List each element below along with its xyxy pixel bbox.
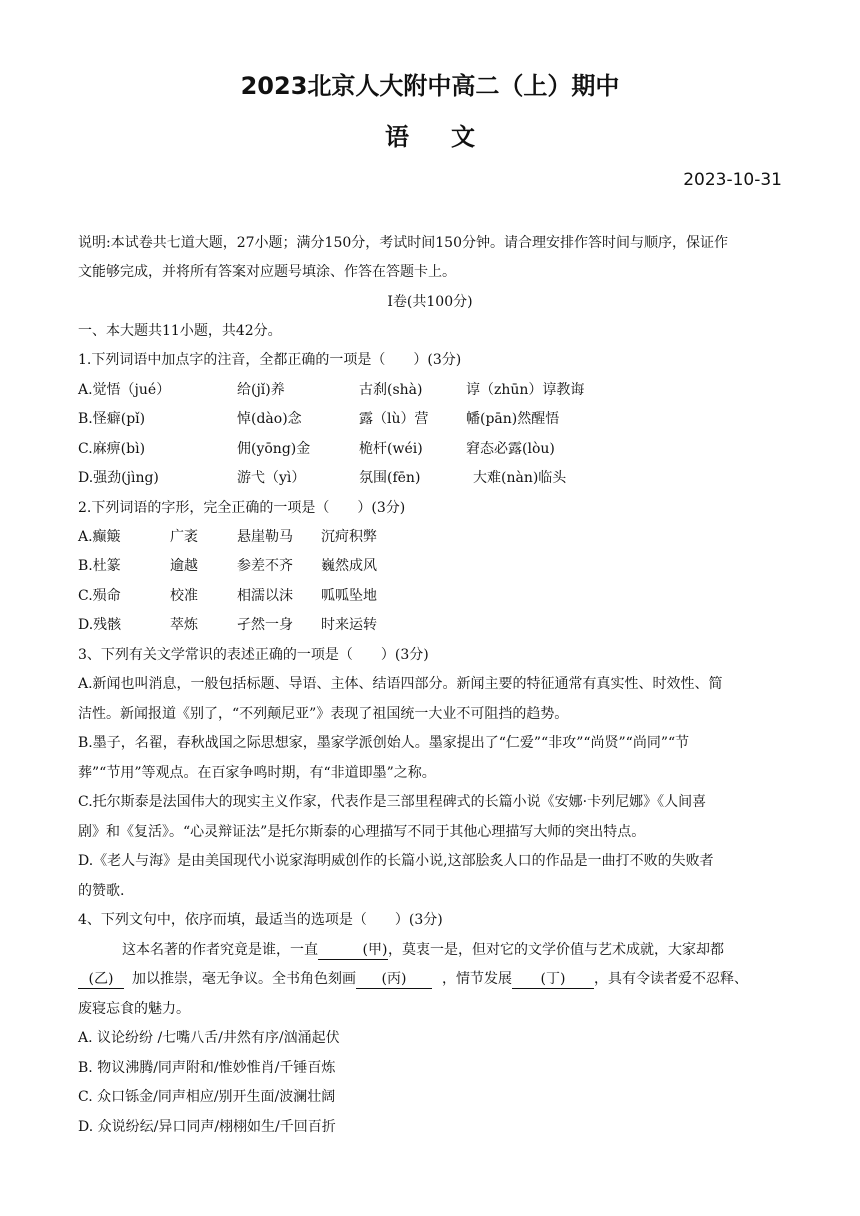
q3-option-c-line-1: C.托尔斯泰是法国伟大的现实主义作家，代表作是三部里程碑式的长篇小说《安娜·卡列尼娜》《人间喜	[78, 794, 707, 810]
blank-yi: (乙)	[78, 970, 124, 989]
q1-option-c-label: C.麻痹(bì)	[78, 441, 146, 457]
q2-option-d-word2: 萃炼	[170, 617, 198, 633]
exam-subject: 语文	[385, 123, 517, 151]
q4-text-segment: 这本名著的作者究竟是谁，一直	[122, 942, 318, 958]
q2-option-a-word1: A.癫簸	[78, 529, 121, 545]
part-heading: 一、本大题共11小题，共42分。	[78, 323, 282, 339]
q4-text-segment: ，情节发展	[442, 971, 512, 987]
q4-text-segment: ，莫衷一是，但对它的文学价值与艺术成就，大家却都	[388, 942, 724, 958]
q4-passage-line-3: 废寝忘食的魅力。	[78, 1001, 190, 1017]
q3-option-b-line-2: 葬”“节用”等观点。在百家争鸣时期，有“非道即墨”之称。	[78, 765, 436, 781]
q2-option-a-word3: 悬崖勒马	[237, 529, 293, 545]
q1-option-a-word3: 古刹(shà)	[359, 382, 423, 398]
q4-option-c: C. 众口铄金/同声相应/别开生面/波澜壮阔	[78, 1089, 336, 1105]
q4-text-segment: ，具有令读者爱不忍释、	[594, 971, 748, 987]
q2-option-d-word3: 孑然一身	[237, 617, 293, 633]
exam-title: 2023北京人大附中高二（上）期中	[240, 72, 620, 100]
q1-option-c-word2: 佣(yōng)金	[237, 441, 311, 457]
q2-option-b-word2: 逾越	[170, 558, 198, 574]
blank-ding: (丁)	[512, 970, 594, 989]
q4-passage-line-1	[78, 940, 783, 960]
q2-option-d-word4: 时来运转	[321, 617, 377, 633]
q3-option-c-line-2: 剧》和《复活》。“心灵辩证法”是托尔斯泰的心理描写不同于其他心理描写大师的突出特点。	[78, 824, 646, 840]
q2-option-b-word4: 巍然成风	[321, 558, 377, 574]
q1-option-b-word4: 幡(pān)然醒悟	[466, 411, 560, 427]
q3-stem: 3、下列有关文学常识的表述正确的一项是（ ）(3分)	[78, 647, 429, 663]
q2-option-a-word2: 广袤	[170, 529, 198, 545]
instructions-line-1: 说明:本试卷共七道大题，27小题；满分150分，考试时间150分钟。请合理安排作答时间与顺序，保证作	[78, 235, 728, 251]
q1-option-d-word3: 氛围(fēn)	[359, 470, 421, 486]
q4-stem: 4、下列文句中，依序而填，最适当的选项是（ ）(3分)	[78, 912, 443, 928]
q4-passage-line-2	[78, 969, 783, 989]
blank-bing: (丙)	[356, 970, 432, 989]
q4-option-a: A. 议论纷纷 /七嘴八舌/井然有序/汹涌起伏	[78, 1030, 340, 1046]
q3-option-d-line-2: 的赞歌.	[78, 883, 125, 899]
q4-text-segment: 加以推崇，毫无争议。全书角色刻画	[132, 971, 356, 987]
q2-option-c-word1: C.殒命	[78, 588, 121, 604]
q2-option-a-word4: 沉疴积弊	[321, 529, 377, 545]
q2-option-c-word3: 相濡以沫	[237, 588, 293, 604]
q1-stem: 1.下列词语中加点字的注音，全都正确的一项是（ ）(3分)	[78, 352, 462, 368]
q3-option-a-line-2: 洁性。新闻报道《别了，“不列颠尼亚”》表现了祖国统一大业不可阻挡的趋势。	[78, 706, 569, 722]
q2-option-b-word3: 参差不齐	[237, 558, 293, 574]
q1-option-b-word2: 悼(dào)念	[237, 411, 302, 427]
q1-option-c-word4: 窘态必露(lòu)	[466, 441, 555, 457]
q1-option-d-label: D.强劲(jìng)	[78, 470, 159, 486]
q2-option-c-word2: 校准	[170, 588, 198, 604]
instructions-line-2: 文能够完成，并将所有答案对应题号填涂、作答在答题卡上。	[78, 264, 456, 280]
q1-option-b-word3: 露（lù）营	[359, 411, 429, 427]
volume-heading: Ⅰ卷(共100分)	[387, 294, 473, 310]
q1-option-a-word2: 给(jǐ)养	[237, 382, 285, 398]
q1-option-d-word2: 游弋（yì）	[237, 470, 306, 486]
q3-option-b-line-1: B.墨子，名翟，春秋战国之际思想家，墨家学派创始人。墨家提出了“仁爱”“非攻”“尚贤”“尚同”“节	[78, 735, 690, 751]
q1-option-b-label: B.怪癖(pǐ)	[78, 411, 146, 427]
q3-option-a-line-1: A.新闻也叫消息，一般包括标题、导语、主体、结语四部分。新闻主要的特征通常有真实性、时效性、简	[78, 676, 723, 692]
blank-jia: (甲)	[318, 941, 388, 960]
exam-date: 2023-10-31	[683, 170, 782, 190]
q1-option-d-word4: 大难(nàn)临头	[473, 470, 567, 486]
q2-option-b-word1: B.杜篆	[78, 558, 121, 574]
q1-option-a-label: A.觉悟（jué）	[78, 382, 171, 398]
q4-option-d: D. 众说纷纭/异口同声/栩栩如生/千回百折	[78, 1119, 336, 1135]
q4-option-b: B. 物议沸腾/同声附和/惟妙惟肖/千锤百炼	[78, 1060, 336, 1076]
q2-option-d-word1: D.残骸	[78, 617, 122, 633]
q1-option-a-word4: 谆（zhūn）谆教诲	[466, 382, 585, 398]
q3-option-d-line-1: D.《老人与海》是由美国现代小说家海明威创作的长篇小说,这部脍炙人口的作品是一曲打不败的失败者	[78, 853, 714, 869]
q2-stem: 2.下列词语的字形，完全正确的一项是（ ）(3分)	[78, 500, 406, 516]
q1-option-c-word3: 桅杆(wéi)	[359, 441, 423, 457]
q2-option-c-word4: 呱呱坠地	[321, 588, 377, 604]
